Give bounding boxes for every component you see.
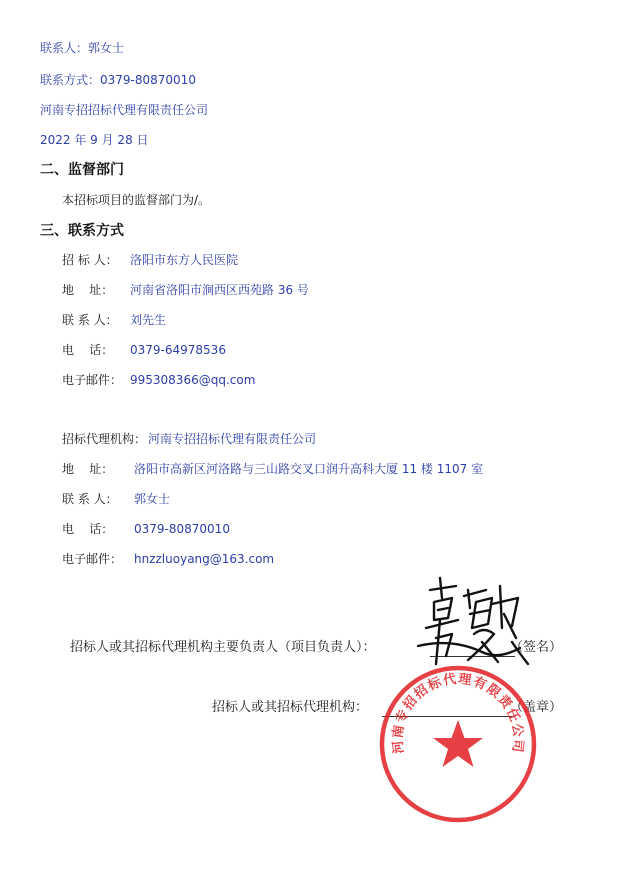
agency-name-value: 河南专招招标代理有限责任公司 [148,432,317,446]
tenderer-contact-value: 刘先生 [130,313,167,327]
agency-contact-value: 郭女士 [134,492,171,506]
agency-email-value[interactable]: hnzzluoyang@163.com [134,552,275,566]
tenderer-name-label: 招 标 人： [62,253,118,267]
section-3-heading: 三、联系方式 [40,223,124,239]
tenderer-address-label: 地 址： [62,283,114,297]
tenderer-email-label: 电子邮件： [62,373,123,387]
contact-person-line: 联系人：郭女士 [40,41,125,55]
supervision-text: 本招标项目的监督部门为/。 [62,193,211,207]
section-2-heading: 二、监督部门 [40,162,124,178]
agency-phone-label: 电 话： [62,522,114,536]
leader-signature-label: 招标人或其招标代理机构主要负责人（项目负责人）： [70,640,376,655]
agency-phone-value: 0379-80870010 [134,522,230,536]
tenderer-email-value[interactable]: 995308366@qq.com [130,373,256,387]
agency-name-label: 招标代理机构： [62,432,147,446]
tenderer-name-value: 洛阳市东方人民医院 [130,253,239,267]
date-line: 2022 年 9 月 28 日 [40,133,149,147]
contact-phone-line: 联系方式：0379-80870010 [40,73,196,87]
tenderer-address-value: 河南省洛阳市涧西区西苑路 36 号 [130,283,309,297]
handwritten-signature [412,568,532,678]
agency-contact-label: 联 系 人： [62,492,118,506]
agency-seal-suffix: （盖章） [510,700,563,715]
official-seal [378,664,538,824]
agency-address-value: 洛阳市高新区河洛路与三山路交叉口润升高科大厦 11 楼 1107 室 [134,462,484,476]
tenderer-contact-label: 联 系 人： [62,313,118,327]
leader-signature-suffix: （签名） [510,640,563,655]
seal-text: 河南专招招标代理有限责任公司 [390,671,526,755]
agency-seal-label: 招标人或其招标代理机构： [212,700,369,715]
agency-email-label: 电子邮件： [62,552,123,566]
agency-address-label: 地 址： [62,462,114,476]
seal-star-icon [433,720,483,767]
tenderer-phone-label: 电 话： [62,343,114,357]
agency-name-line: 河南专招招标代理有限责任公司 [40,103,209,117]
tenderer-phone-value: 0379-64978536 [130,343,226,357]
